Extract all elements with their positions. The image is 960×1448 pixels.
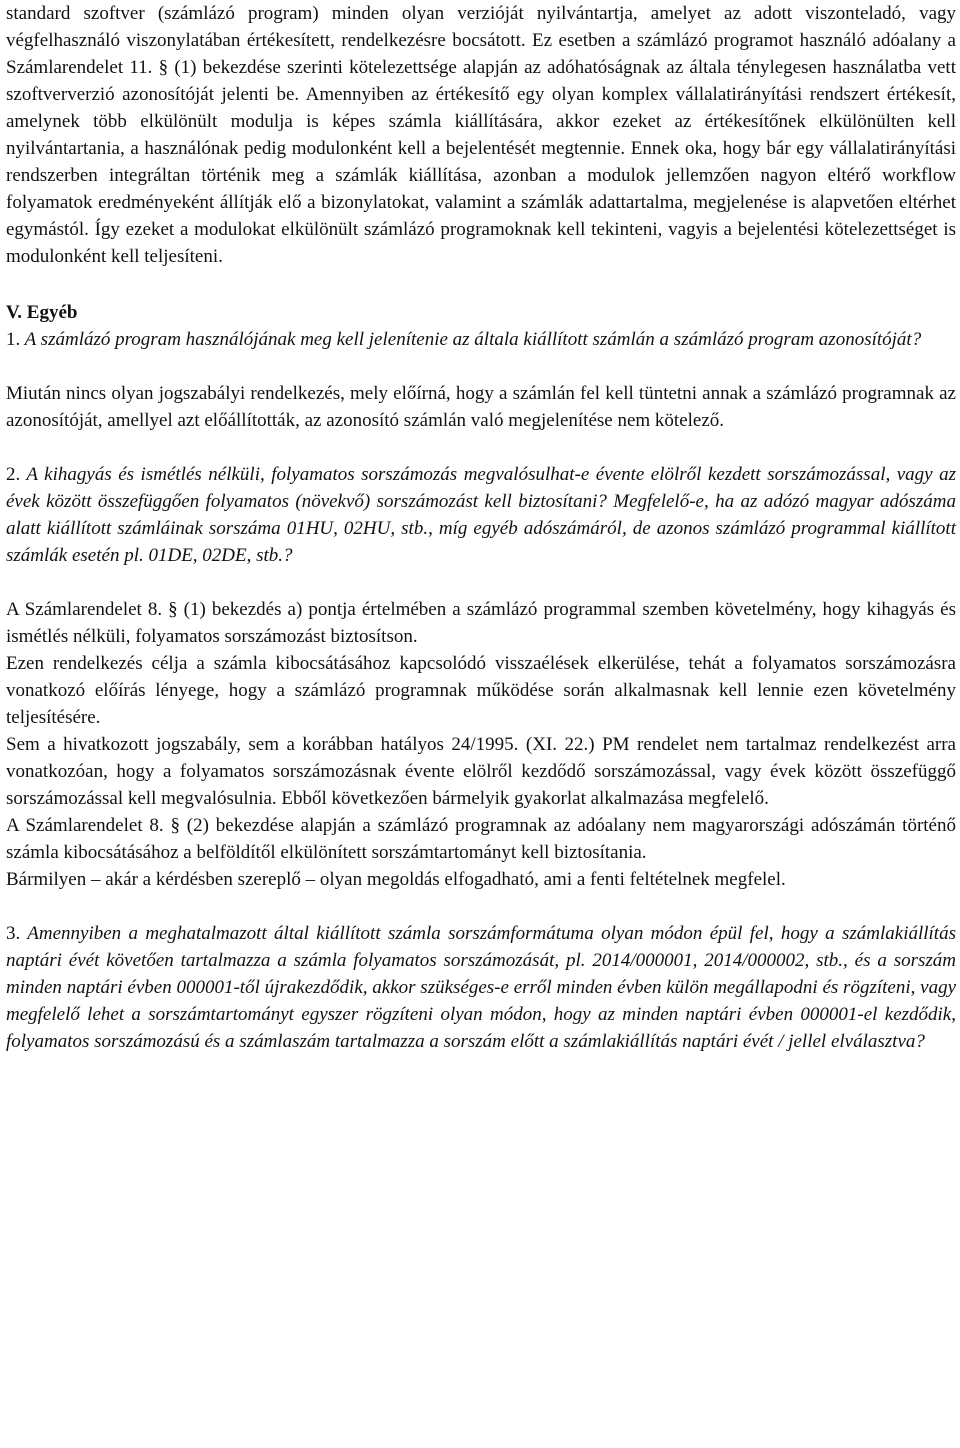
question-2-text: A kihagyás és ismétlés nélküli, folyamatos sorszámozás megvalósulhat-e évente elölről kezdett sorszámozással, vagy az évek között összefüggően folyamatos (növekvő) sorszámozást kell biztosítani? Megfelelő-e, ha az adózó magyar adószáma alatt kiállított számláinak sorszáma 01HU, 02HU, stb., míg egyéb adószámáról, de azonos számlázó programmal kiállított számlák esetén pl. 01DE, 02DE, stb.? <box>6 464 956 566</box>
question-1-text: A számlázó program használójának meg kell jelenítenie az általa kiállított számlán a számlázó program azonosítóját? <box>24 329 922 350</box>
spacer <box>6 353 956 380</box>
question-2 <box>6 461 956 569</box>
spacer <box>6 893 956 920</box>
answer-2-paragraph-1: A Számlarendelet 8. § (1) bekezdés a) pontja értelmében a számlázó programmal szemben követelmény, hogy kihagyás és ismétlés nélküli, folyamatos sorszámozást biztosítson. <box>6 599 956 647</box>
answer-2-paragraph-2: Ezen rendelkezés célja a számla kibocsátásához kapcsolódó visszaélések elkerülése, tehát a folyamatos sorszámozásra vonatkozó előírás lényege, hogy a számlázó programnak működése során alkalmasnak kell lennie ezen követelmény teljesítésére. <box>6 653 956 728</box>
document-page <box>6 0 956 1055</box>
answer-2-paragraph-4: A Számlarendelet 8. § (2) bekezdése alapján a számlázó programnak az adóalany nem magyarországi adószámán történő számla kibocsátásához a belföldítől elkülönített sorszámtartományt kell biztosítania. <box>6 815 956 863</box>
spacer <box>6 270 956 299</box>
section-heading: V. Egyéb <box>6 302 78 323</box>
answer-1: Miután nincs olyan jogszabályi rendelkezés, mely előírná, hogy a számlán fel kell tüntetni annak a számlázó programnak az azonosítóját, amellyel azt előállították, az azonosító számlán való megjelenítése nem kötelező. <box>6 383 956 431</box>
question-3-text: Amennyiben a meghatalmazott által kiállított számla sorszámformátuma olyan módon épül fel, hogy a számlakiállítás naptári évét követően tartalmazza a számla folyamatos sorszámozását, pl. 2014/000001, 2014/000002, stb., és a sorszám minden naptári évben 000001-től újrakezdődik, akkor szükséges-e erről minden évben külön megállapodni és rögzíteni, vagy megfelelő lehet a sorszámtartományt egyszer rögzíteni olyan módon, hogy az minden naptári évben 000001-el kezdődik, folyamatos sorszámozású és a számlaszám tartalmazza a sorszám előtt a számlakiállítás naptári évét / jellel elválasztva? <box>6 923 956 1052</box>
question-3-number: 3. <box>6 923 21 944</box>
answer-2-paragraph-5: Bármilyen – akár a kérdésben szereplő – olyan megoldás elfogadható, ami a fenti feltételnek megfelel. <box>6 869 786 890</box>
answer-2-paragraph-3: Sem a hivatkozott jogszabály, sem a korábban hatályos 24/1995. (XI. 22.) PM rendelet nem tartalmaz rendelkezést arra vonatkozóan, hogy a folyamatos sorszámozásnak évente elölről kezdődő sorszámozással, vagy évek között összefüggő sorszámozással kell megvalósulnia. Ebből következően bármelyik gyakorlat alkalmazása megfelelő. <box>6 734 956 809</box>
question-2-number: 2. <box>6 464 21 485</box>
question-1-number: 1. <box>6 329 21 350</box>
spacer <box>6 569 956 596</box>
spacer <box>6 434 956 461</box>
question-3 <box>6 920 956 1055</box>
paragraph-software-registration: standard szoftver (számlázó program) minden olyan verzióját nyilvántartja, amelyet az adott viszonteladó, vagy végfelhasználó viszonylatában értékesített, rendelkezésre bocsátott. Ez esetben a számlázó programot használó adóalany a Számlarendelet 11. § (1) bekezdése szerinti kötelezettsége alapján az adóhatóságnak az általa ténylegesen használatba vett szoftververzió azonosítóját jelenti be. Amennyiben az értékesítő egy olyan komplex vállalatirányítási rendszert értékesít, amelynek több elkülönült modulja is képes számla kiállítására, akkor ezeket az értékesítőnek elkülönülten kell nyilvántartania, a használónak pedig modulonként kell a bejelentését megtennie. Ennek oka, hogy bár egy vállalatirányítási rendszerben integráltan történik meg a számlák kiállítása, azonban a modulok jellemzően nagyon eltérő workflow folyamatok eredményeként állítják elő a bizonylatokat, valamint a számlák adattartalma, megjelenése is alapvetően eltérhet egymástól. Így ezeket a modulokat elkülönült számlázó programoknak kell tekinteni, vagyis a bejelentési kötelezettséget is modulonként kell teljesíteni. <box>6 3 956 267</box>
question-1 <box>6 326 956 353</box>
